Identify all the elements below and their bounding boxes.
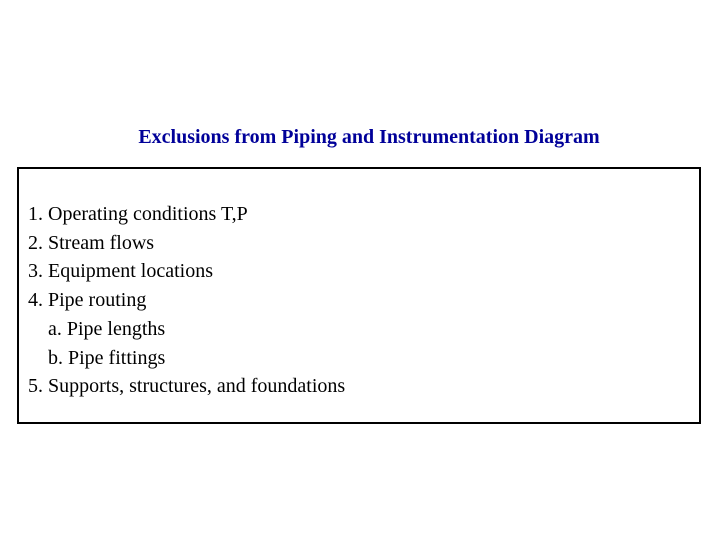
slide-title: Exclusions from Piping and Instrumentation Diagram xyxy=(138,126,600,148)
list-subitem: a. Pipe lengths xyxy=(48,317,166,340)
list-subitem: b. Pipe fittings xyxy=(48,346,166,369)
exclusions-box xyxy=(17,167,701,424)
list-item: 5. Supports, structures, and foundations xyxy=(28,375,346,398)
list-item: 1. Operating conditions T,P xyxy=(28,203,248,225)
list-item: 3. Equipment locations xyxy=(28,260,213,283)
list-item: 4. Pipe routing xyxy=(28,289,147,312)
exclusions-list xyxy=(28,200,345,401)
list-item: 2. Stream flows xyxy=(28,231,155,254)
